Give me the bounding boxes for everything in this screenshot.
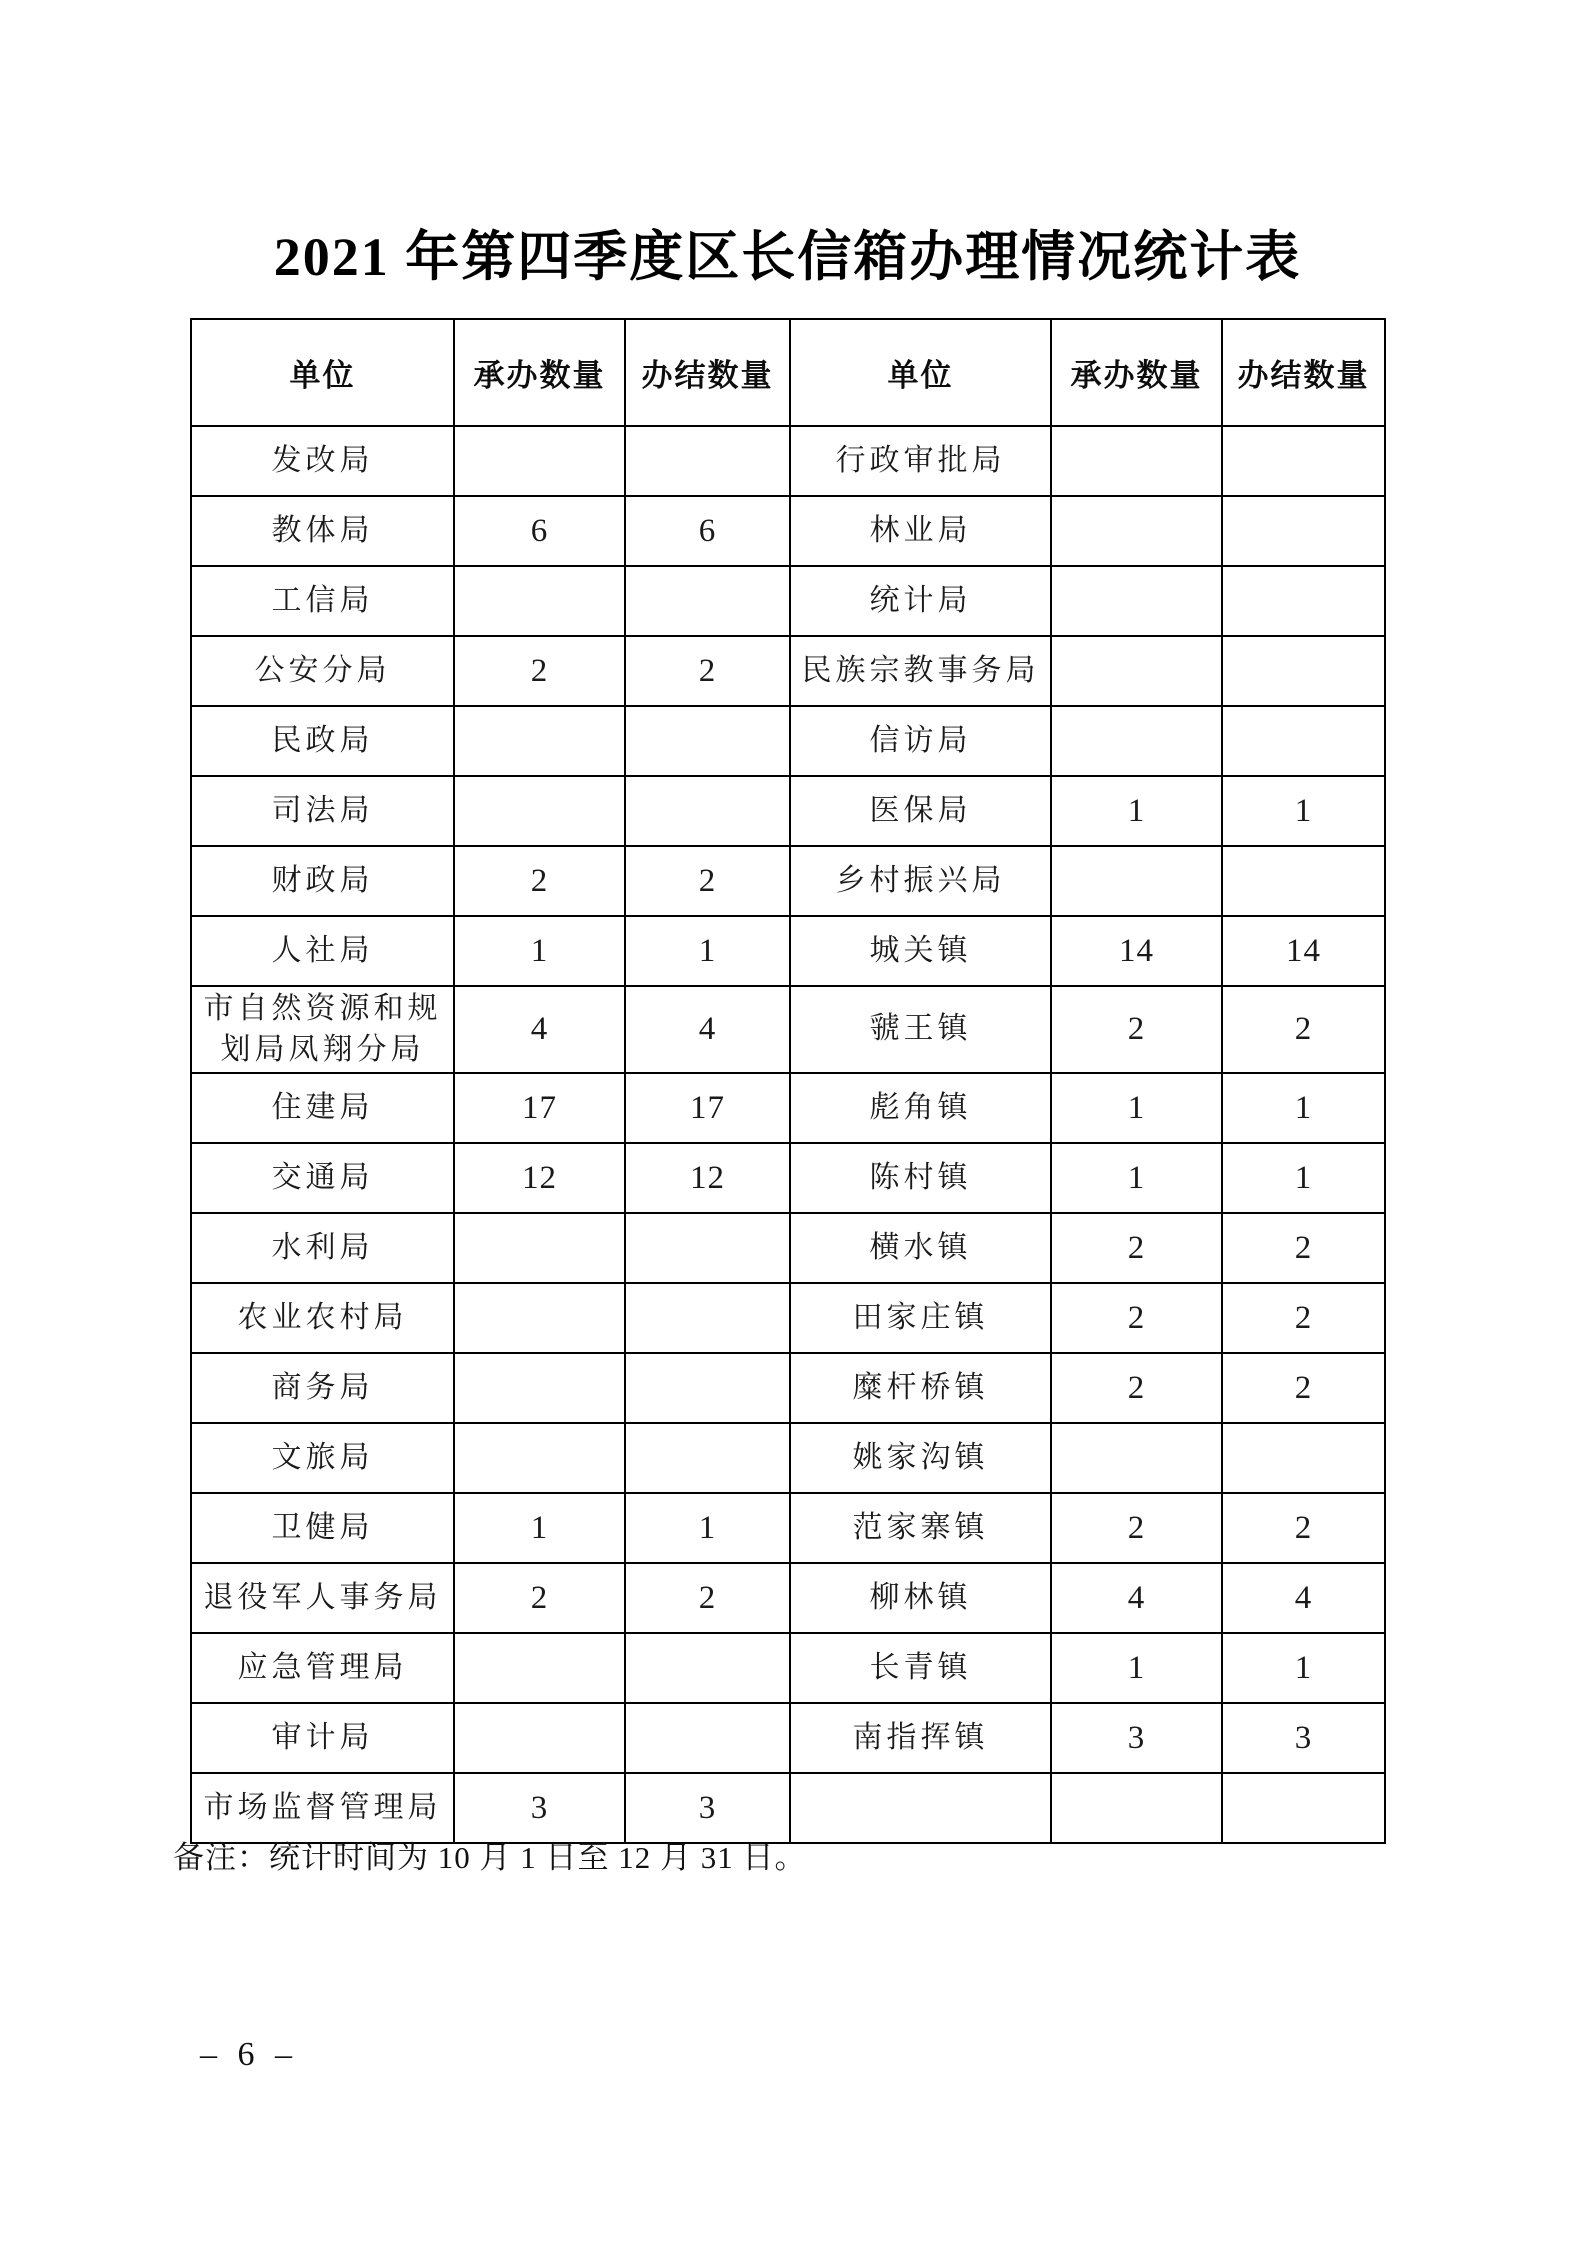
handled-count-cell: 1: [1051, 1073, 1222, 1143]
handled-count-cell: 4: [454, 986, 625, 1073]
completed-count-cell: [1222, 426, 1385, 496]
handled-count-cell: 2: [1051, 1213, 1222, 1283]
handled-count-cell: 2: [454, 846, 625, 916]
handled-count-cell: 1: [454, 916, 625, 986]
page-title: 2021 年第四季度区长信箱办理情况统计表: [273, 227, 1302, 287]
completed-count-cell: [625, 1283, 790, 1353]
handled-count-cell: [454, 1353, 625, 1423]
unit-cell: 教体局: [191, 496, 454, 566]
handled-count-cell: 1: [1051, 776, 1222, 846]
unit-cell: 民族宗教事务局: [790, 636, 1051, 706]
unit-cell: 卫健局: [191, 1493, 454, 1563]
unit-cell: 市自然资源和规划局凤翔分局: [191, 986, 454, 1073]
unit-cell: 信访局: [790, 706, 1051, 776]
handled-count-cell: 3: [1051, 1703, 1222, 1773]
unit-cell: 乡村振兴局: [790, 846, 1051, 916]
completed-count-cell: [1222, 496, 1385, 566]
unit-cell: 商务局: [191, 1353, 454, 1423]
unit-cell: 城关镇: [790, 916, 1051, 986]
unit-cell: 退役军人事务局: [191, 1563, 454, 1633]
completed-count-cell: [1222, 706, 1385, 776]
handled-count-cell: [1051, 426, 1222, 496]
completed-count-cell: 2: [1222, 1213, 1385, 1283]
completed-count-cell: 2: [625, 636, 790, 706]
handled-count-cell: [454, 1423, 625, 1493]
table-row: [191, 776, 1385, 846]
header-completed-right: 办结数量: [1222, 319, 1385, 426]
completed-count-cell: [625, 1353, 790, 1423]
handled-count-cell: 1: [1051, 1143, 1222, 1213]
handled-count-cell: [454, 706, 625, 776]
completed-count-cell: [625, 1633, 790, 1703]
handled-count-cell: 2: [454, 636, 625, 706]
table-header: [191, 319, 1385, 426]
unit-cell: 柳林镇: [790, 1563, 1051, 1633]
unit-cell: 民政局: [191, 706, 454, 776]
table-row: [191, 426, 1385, 496]
completed-count-cell: 17: [625, 1073, 790, 1143]
handled-count-cell: [454, 1213, 625, 1283]
unit-cell: 横水镇: [790, 1213, 1051, 1283]
unit-cell: [790, 1773, 1051, 1843]
completed-count-cell: 4: [625, 986, 790, 1073]
completed-count-cell: [1222, 636, 1385, 706]
unit-cell: 统计局: [790, 566, 1051, 636]
unit-cell: 田家庄镇: [790, 1283, 1051, 1353]
table-row: [191, 1073, 1385, 1143]
unit-cell: 工信局: [191, 566, 454, 636]
header-handled-left: 承办数量: [454, 319, 625, 426]
unit-cell: 南指挥镇: [790, 1703, 1051, 1773]
unit-cell: 彪角镇: [790, 1073, 1051, 1143]
completed-count-cell: [625, 566, 790, 636]
handled-count-cell: [1051, 566, 1222, 636]
completed-count-cell: [1222, 1423, 1385, 1493]
handled-count-cell: [454, 1703, 625, 1773]
completed-count-cell: 12: [625, 1143, 790, 1213]
unit-cell: 姚家沟镇: [790, 1423, 1051, 1493]
completed-count-cell: [1222, 566, 1385, 636]
handled-count-cell: [1051, 496, 1222, 566]
completed-count-cell: 2: [1222, 1283, 1385, 1353]
page-number: – 6 –: [200, 2036, 298, 2073]
handled-count-cell: 6: [454, 496, 625, 566]
handled-count-cell: [454, 776, 625, 846]
table-row: [191, 916, 1385, 986]
completed-count-cell: [625, 1703, 790, 1773]
table-row: [191, 846, 1385, 916]
unit-cell: 发改局: [191, 426, 454, 496]
unit-cell: 应急管理局: [191, 1633, 454, 1703]
table-row: [191, 1633, 1385, 1703]
footnote: 备注：统计时间为 10 月 1 日至 12 月 31 日。: [173, 1840, 807, 1875]
handled-count-cell: [454, 426, 625, 496]
handled-count-cell: 17: [454, 1073, 625, 1143]
unit-cell: 范家寨镇: [790, 1493, 1051, 1563]
table-row: [191, 1213, 1385, 1283]
handled-count-cell: [454, 566, 625, 636]
handled-count-cell: [454, 1633, 625, 1703]
unit-cell: 虢王镇: [790, 986, 1051, 1073]
handled-count-cell: [1051, 706, 1222, 776]
unit-cell: 住建局: [191, 1073, 454, 1143]
table-row: [191, 1493, 1385, 1563]
header-unit-left: 单位: [191, 319, 454, 426]
unit-cell: 公安分局: [191, 636, 454, 706]
completed-count-cell: 2: [625, 1563, 790, 1633]
unit-cell: 财政局: [191, 846, 454, 916]
completed-count-cell: 1: [625, 916, 790, 986]
unit-cell: 审计局: [191, 1703, 454, 1773]
completed-count-cell: 1: [1222, 1633, 1385, 1703]
handled-count-cell: 4: [1051, 1563, 1222, 1633]
unit-cell: 水利局: [191, 1213, 454, 1283]
completed-count-cell: [625, 776, 790, 846]
completed-count-cell: [625, 426, 790, 496]
completed-count-cell: [625, 1213, 790, 1283]
completed-count-cell: 4: [1222, 1563, 1385, 1633]
unit-cell: 长青镇: [790, 1633, 1051, 1703]
header-completed-left: 办结数量: [625, 319, 790, 426]
handled-count-cell: [1051, 1423, 1222, 1493]
handled-count-cell: 3: [454, 1773, 625, 1843]
header-unit-right: 单位: [790, 319, 1051, 426]
table-row: [191, 566, 1385, 636]
handled-count-cell: [1051, 846, 1222, 916]
handled-count-cell: 2: [1051, 1493, 1222, 1563]
completed-count-cell: [625, 1423, 790, 1493]
handled-count-cell: [1051, 1773, 1222, 1843]
handled-count-cell: 12: [454, 1143, 625, 1213]
completed-count-cell: 1: [1222, 1073, 1385, 1143]
handled-count-cell: 2: [1051, 1283, 1222, 1353]
completed-count-cell: [1222, 846, 1385, 916]
completed-count-cell: [1222, 1773, 1385, 1843]
table-row: [191, 1703, 1385, 1773]
table-row: [191, 1423, 1385, 1493]
unit-cell: 糜杆桥镇: [790, 1353, 1051, 1423]
completed-count-cell: 2: [1222, 1353, 1385, 1423]
table-row: [191, 636, 1385, 706]
table-row: [191, 1283, 1385, 1353]
handled-count-cell: 2: [1051, 986, 1222, 1073]
completed-count-cell: 1: [1222, 776, 1385, 846]
completed-count-cell: 6: [625, 496, 790, 566]
unit-cell: 文旅局: [191, 1423, 454, 1493]
completed-count-cell: 3: [625, 1773, 790, 1843]
unit-cell: 行政审批局: [790, 426, 1051, 496]
handled-count-cell: 14: [1051, 916, 1222, 986]
completed-count-cell: 14: [1222, 916, 1385, 986]
table-row: [191, 1563, 1385, 1633]
unit-cell: 交通局: [191, 1143, 454, 1213]
table-row: [191, 986, 1385, 1073]
handled-count-cell: 2: [454, 1563, 625, 1633]
statistics-table: [190, 318, 1386, 1844]
handled-count-cell: [1051, 636, 1222, 706]
unit-cell: 陈村镇: [790, 1143, 1051, 1213]
unit-cell: 市场监督管理局: [191, 1773, 454, 1843]
header-handled-right: 承办数量: [1051, 319, 1222, 426]
completed-count-cell: [625, 706, 790, 776]
completed-count-cell: 3: [1222, 1703, 1385, 1773]
table-row: [191, 496, 1385, 566]
handled-count-cell: 1: [1051, 1633, 1222, 1703]
handled-count-cell: [454, 1283, 625, 1353]
completed-count-cell: 2: [1222, 1493, 1385, 1563]
unit-cell: 司法局: [191, 776, 454, 846]
handled-count-cell: 2: [1051, 1353, 1222, 1423]
table-row: [191, 706, 1385, 776]
completed-count-cell: 2: [1222, 986, 1385, 1073]
unit-cell: 农业农村局: [191, 1283, 454, 1353]
table-row: [191, 1143, 1385, 1213]
completed-count-cell: 2: [625, 846, 790, 916]
handled-count-cell: 1: [454, 1493, 625, 1563]
unit-cell: 林业局: [790, 496, 1051, 566]
unit-cell: 医保局: [790, 776, 1051, 846]
table-body: [191, 426, 1385, 1843]
completed-count-cell: 1: [625, 1493, 790, 1563]
completed-count-cell: 1: [1222, 1143, 1385, 1213]
header-row: [191, 319, 1385, 426]
unit-cell: 人社局: [191, 916, 454, 986]
table-row: [191, 1353, 1385, 1423]
